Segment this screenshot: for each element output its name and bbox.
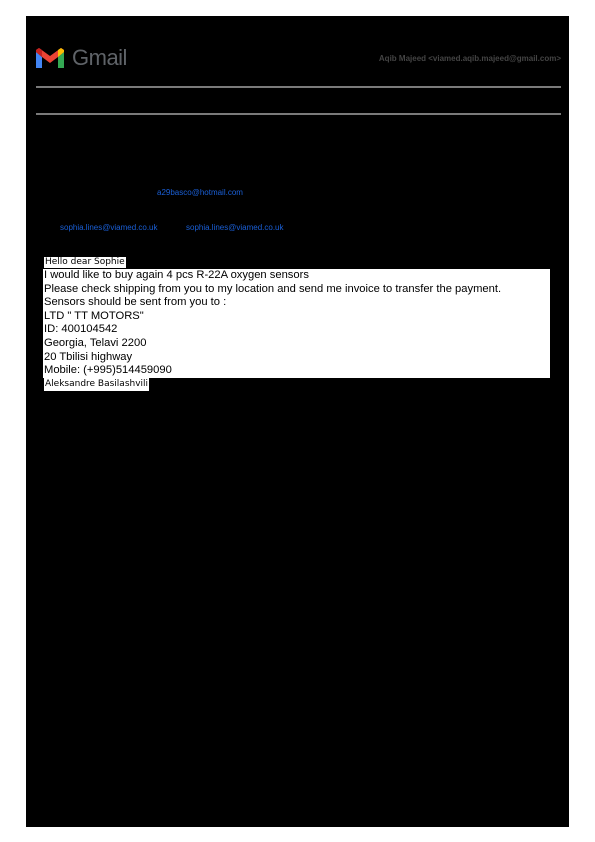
body-line: ID: 400104542 — [44, 323, 118, 335]
signature-line: Aleksandre Basilashvili — [45, 379, 149, 389]
email-printout-page — [26, 16, 569, 827]
message-body — [43, 269, 550, 378]
gmail-logo-icon — [34, 46, 66, 70]
recipient-email-link-secondary[interactable]: sophia.lines@viamed.co.uk — [186, 223, 284, 232]
body-line: 20 Tbilisi highway — [44, 351, 133, 363]
divider-second — [36, 113, 561, 115]
recipient-email-link[interactable]: sophia.lines@viamed.co.uk — [60, 223, 158, 232]
body-line: Georgia, Telavi 2200 — [44, 337, 147, 349]
divider-top — [36, 86, 561, 88]
body-line: Mobile: (+995)514459090 — [44, 364, 172, 376]
greeting-line: Hello dear Sophie — [45, 257, 125, 267]
account-identity: Aqib Majeed <viamed.aqib.majeed@gmail.com> — [378, 54, 561, 63]
body-line: I would like to buy again 4 pcs R-22A oxygen sensors — [44, 269, 309, 281]
body-line: LTD " TT MOTORS" — [44, 310, 144, 322]
sender-email-link[interactable]: a29basco@hotmail.com — [157, 188, 243, 197]
body-line: Sensors should be sent from you to : — [44, 296, 227, 308]
body-line: Please check shipping from you to my location and send me invoice to transfer the payment. — [44, 283, 502, 295]
gmail-wordmark: Gmail — [72, 45, 127, 70]
